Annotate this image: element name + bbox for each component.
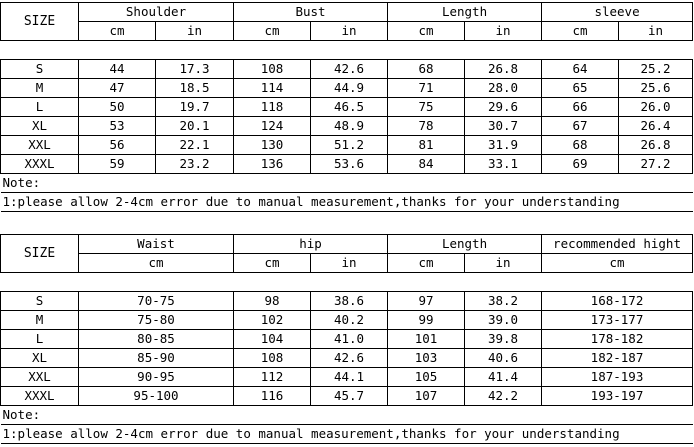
unit-cell: cm	[79, 22, 156, 41]
unit-cell: in	[311, 22, 388, 41]
size-chart-table-top	[0, 2, 693, 212]
size-chart-table-bottom	[0, 234, 693, 444]
table-cell: 108	[234, 60, 311, 79]
table-row	[1, 387, 693, 406]
size-header: SIZE	[1, 235, 79, 273]
table-cell: 66	[542, 98, 619, 117]
group-header-sleeve: sleeve	[542, 3, 693, 22]
unit-cell: cm	[542, 254, 693, 273]
note-title: Note:	[1, 406, 693, 425]
table-cell: 17.3	[156, 60, 234, 79]
table-cell: 45.7	[311, 387, 388, 406]
size-label-cell: M	[1, 79, 79, 98]
table-cell: 26.8	[465, 60, 542, 79]
table-cell: 84	[388, 155, 465, 174]
table-row	[1, 79, 693, 98]
group-header-length: Length	[388, 235, 542, 254]
table-row	[1, 117, 693, 136]
size-label-cell: S	[1, 60, 79, 79]
table-cell: 50	[79, 98, 156, 117]
table-cell: 26.8	[619, 136, 693, 155]
table-cell: 44	[79, 60, 156, 79]
header-row	[1, 3, 693, 22]
group-header-shoulder: Shoulder	[79, 3, 234, 22]
table-cell: 39.0	[465, 311, 542, 330]
unit-cell: cm	[542, 22, 619, 41]
table-cell: 95-100	[79, 387, 234, 406]
unit-row	[1, 22, 693, 41]
table-cell: 31.9	[465, 136, 542, 155]
table-cell: 19.7	[156, 98, 234, 117]
table-cell: 107	[388, 387, 465, 406]
table-row	[1, 98, 693, 117]
table-cell: 108	[234, 349, 311, 368]
table-cell: 69	[542, 155, 619, 174]
table-cell: 29.6	[465, 98, 542, 117]
table-cell: 25.2	[619, 60, 693, 79]
table-cell: 85-90	[79, 349, 234, 368]
size-label-cell: L	[1, 98, 79, 117]
table-cell: 97	[388, 292, 465, 311]
size-label-cell: XL	[1, 349, 79, 368]
group-header-hip: hip	[234, 235, 388, 254]
header-row	[1, 235, 693, 254]
table-row	[1, 330, 693, 349]
table-cell: 136	[234, 155, 311, 174]
table-cell: 38.2	[465, 292, 542, 311]
table-cell: 30.7	[465, 117, 542, 136]
unit-cell: in	[311, 254, 388, 273]
table-cell: 101	[388, 330, 465, 349]
table-cell: 98	[234, 292, 311, 311]
spacer-row	[1, 41, 693, 60]
table-cell: 178-182	[542, 330, 693, 349]
table-cell: 42.6	[311, 349, 388, 368]
table-cell: 65	[542, 79, 619, 98]
table-cell: 118	[234, 98, 311, 117]
table-row	[1, 311, 693, 330]
table-cell: 78	[388, 117, 465, 136]
table-cell: 75-80	[79, 311, 234, 330]
unit-cell: cm	[79, 254, 234, 273]
table-body	[1, 60, 693, 174]
unit-cell: in	[619, 22, 693, 41]
table-cell: 112	[234, 368, 311, 387]
spacer-cell	[1, 41, 693, 60]
note-text-row	[1, 193, 693, 212]
group-header-length: Length	[388, 3, 542, 22]
table-cell: 80-85	[79, 330, 234, 349]
table-cell: 42.6	[311, 60, 388, 79]
table-cell: 102	[234, 311, 311, 330]
table-cell: 99	[388, 311, 465, 330]
table-cell: 26.0	[619, 98, 693, 117]
table-cell: 33.1	[465, 155, 542, 174]
table-row	[1, 292, 693, 311]
note-text: 1:please allow 2-4cm error due to manual measurement,thanks for your understanding	[1, 193, 693, 212]
table-cell: 71	[388, 79, 465, 98]
table-cell: 28.0	[465, 79, 542, 98]
size-label-cell: XXL	[1, 136, 79, 155]
size-label-cell: XXL	[1, 368, 79, 387]
table-cell: 40.6	[465, 349, 542, 368]
table-row	[1, 155, 693, 174]
unit-cell: in	[156, 22, 234, 41]
table-cell: 187-193	[542, 368, 693, 387]
table-cell: 116	[234, 387, 311, 406]
table-cell: 104	[234, 330, 311, 349]
size-label-cell: XXXL	[1, 155, 79, 174]
table-cell: 68	[542, 136, 619, 155]
size-label-cell: S	[1, 292, 79, 311]
table-row	[1, 349, 693, 368]
table-cell: 90-95	[79, 368, 234, 387]
table-cell: 40.2	[311, 311, 388, 330]
table-cell: 41.0	[311, 330, 388, 349]
table-cell: 41.4	[465, 368, 542, 387]
table-cell: 64	[542, 60, 619, 79]
note-text: 1:please allow 2-4cm error due to manual measurement,thanks for your understanding	[1, 425, 693, 444]
spacer-row	[1, 273, 693, 292]
table-cell: 44.9	[311, 79, 388, 98]
table-cell: 103	[388, 349, 465, 368]
table-cell: 18.5	[156, 79, 234, 98]
unit-cell: in	[465, 22, 542, 41]
unit-cell: cm	[388, 254, 465, 273]
table-cell: 173-177	[542, 311, 693, 330]
table-cell: 70-75	[79, 292, 234, 311]
table-cell: 193-197	[542, 387, 693, 406]
table-cell: 38.6	[311, 292, 388, 311]
table-row	[1, 368, 693, 387]
table-cell: 20.1	[156, 117, 234, 136]
table-cell: 182-187	[542, 349, 693, 368]
table-cell: 22.1	[156, 136, 234, 155]
table-cell: 68	[388, 60, 465, 79]
table-row	[1, 60, 693, 79]
table-cell: 27.2	[619, 155, 693, 174]
table-row	[1, 136, 693, 155]
unit-cell: cm	[234, 254, 311, 273]
table-cell: 130	[234, 136, 311, 155]
table-cell: 124	[234, 117, 311, 136]
note-title-row	[1, 174, 693, 193]
table-cell: 23.2	[156, 155, 234, 174]
group-header-bust: Bust	[234, 3, 388, 22]
table-cell: 168-172	[542, 292, 693, 311]
table-cell: 81	[388, 136, 465, 155]
table-cell: 53	[79, 117, 156, 136]
size-label-cell: L	[1, 330, 79, 349]
table-body	[1, 292, 693, 406]
size-label-cell: XL	[1, 117, 79, 136]
size-label-cell: M	[1, 311, 79, 330]
spacer-cell	[1, 273, 693, 292]
note-title-row	[1, 406, 693, 425]
size-label-cell: XXXL	[1, 387, 79, 406]
note-text-row	[1, 425, 693, 444]
unit-cell: cm	[388, 22, 465, 41]
unit-row	[1, 254, 693, 273]
note-title: Note:	[1, 174, 693, 193]
table-cell: 51.2	[311, 136, 388, 155]
table-cell: 56	[79, 136, 156, 155]
table-cell: 42.2	[465, 387, 542, 406]
table-cell: 114	[234, 79, 311, 98]
table-cell: 59	[79, 155, 156, 174]
table-cell: 25.6	[619, 79, 693, 98]
table-cell: 47	[79, 79, 156, 98]
table-cell: 67	[542, 117, 619, 136]
unit-cell: in	[465, 254, 542, 273]
table-cell: 39.8	[465, 330, 542, 349]
unit-cell: cm	[234, 22, 311, 41]
table-cell: 48.9	[311, 117, 388, 136]
table-cell: 105	[388, 368, 465, 387]
table-cell: 53.6	[311, 155, 388, 174]
table-cell: 46.5	[311, 98, 388, 117]
table-cell: 26.4	[619, 117, 693, 136]
table-cell: 75	[388, 98, 465, 117]
table-cell: 44.1	[311, 368, 388, 387]
group-header-recommended-hight: recommended hight	[542, 235, 693, 254]
size-header: SIZE	[1, 3, 79, 41]
group-header-waist: Waist	[79, 235, 234, 254]
